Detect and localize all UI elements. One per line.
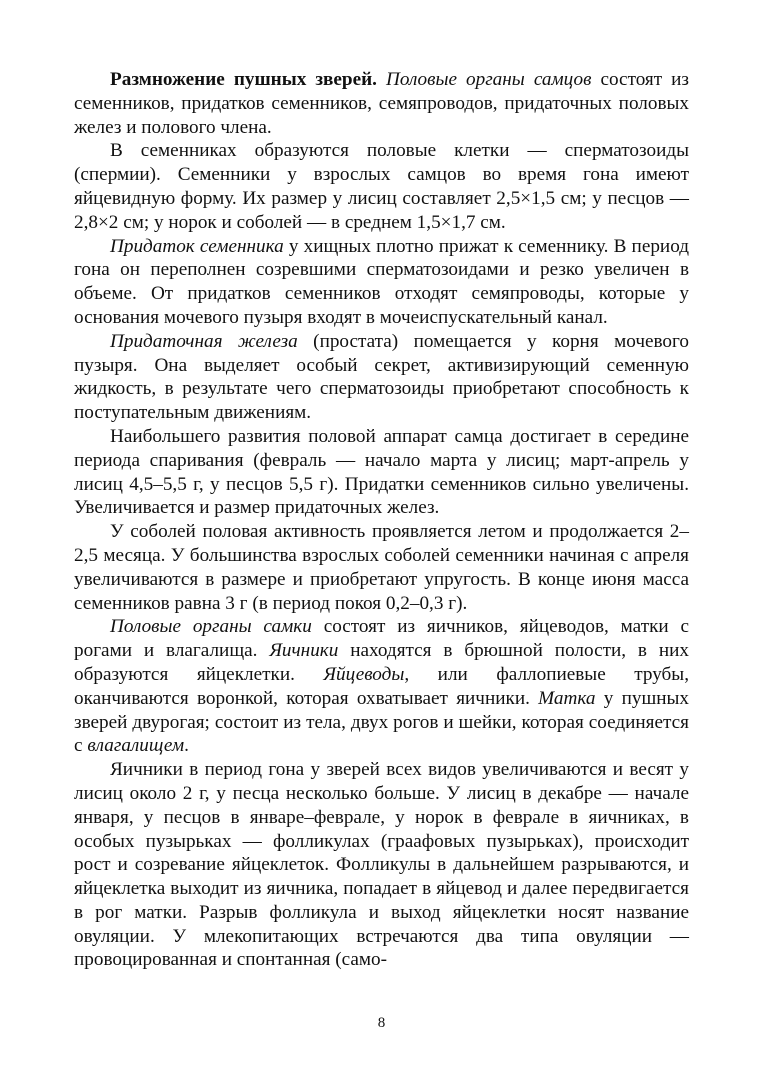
- paragraph: [74, 68, 689, 139]
- paragraph: Яичники в период гона у зверей всех видов увеличиваются и весят у лисиц около 2 г, у песца несколько больше. У лисиц в декабре — начале января, у песцов в январе–феврале, у норок в феврале в яичниках, в особых пузырьках — фолликулах (граафовых пузырьках), происходит рост и созревание яйцеклеток. Фолликулы в дальнейшем разрываются, и яйцеклетка выходит из яичника, попадает в яйцевод и далее передвигается в рог матки. Разрыв фолликула и выход яйцеклетки носят название овуляции. У млекопитающих встречаются два типа овуляции — провоцированная и спонтанная (само-: [74, 759, 689, 971]
- paragraph-text: состоят из яичников, яйцеводов, матки с рогами и влагалища.: [74, 616, 690, 662]
- paragraph: В семенниках образуются половые клетки — сперматозоиды (спермии). Семенники у взрослых самцов во время гона имеют яйцевидную форму. Их размер у лисиц составляет 2,5×1,5 см; у песцов — 2,8×2 см; у норок и соболей — в среднем 1,5×1,7 см.: [74, 140, 689, 233]
- paragraph-text: у пушных зверей двурогая; состоит из тела, двух рогов и шейки, которая соединяется с: [74, 687, 689, 757]
- paragraph-text: .: [184, 735, 189, 757]
- page-number: 8: [377, 1015, 386, 1031]
- paragraph: У соболей половая активность проявляется летом и продолжается 2–2,5 месяца. У большинства взрослых соболей семенники начиная с апреля увеличиваются в размере и приобретают упругость. В конце июня масса семенников равна 3 г (в период покоя 0,2–0,3 г).: [74, 521, 689, 614]
- italic-term: влагалищем: [87, 735, 185, 757]
- italic-term: Яйцеводы: [323, 663, 405, 685]
- italic-term: Половые органы самцов: [385, 69, 592, 90]
- paragraph: [74, 330, 689, 425]
- paragraph-text: у хищных плотно прижат к семеннику. В период гона он переполнен созревшими сперматозоидами и резко увеличен в объеме. От придатков семенников отходят семяпроводы, которые у основания мочевого пузыря входят в мочеиспускательный канал.: [74, 235, 689, 328]
- paragraph-text: , или фаллопиевые трубы, оканчиваются воронкой, которая охватывает яичники.: [74, 663, 689, 709]
- italic-term: Яичники: [269, 640, 339, 662]
- section-heading: Размножение пушных зверей.: [110, 69, 377, 90]
- paragraph-text: находятся в брюшной полости, в них образуются яйцеклетки.: [74, 640, 689, 685]
- italic-term: Матка: [538, 687, 596, 709]
- document-page: [74, 68, 689, 972]
- italic-term: Половые органы самки: [110, 616, 312, 638]
- paragraph-text: (простата) помещается у корня мочевого пузыря. Она выделяет особый секрет, активизирующий семенную жидкость, в результате чего сперматозоиды приобретают способность к поступательным движениям.: [74, 330, 689, 424]
- paragraph: [74, 615, 689, 758]
- paragraph: Наибольшего развития половой аппарат самца достигает в середине периода спаривания (февраль — начало марта у лисиц; март-апрель у лисиц 4,5–5,5 г, у песцов 5,5 г). Придатки семенников сильно увеличены. Увеличивается и размер придаточных желез.: [74, 425, 689, 519]
- italic-term: Придаточная железа: [110, 330, 298, 352]
- paragraph: [74, 235, 689, 330]
- italic-term: Придаток семенника: [110, 235, 284, 257]
- paragraph-text: состоят из семенников, придатков семенников, семяпроводов, придаточных половых желез и полового члена.: [74, 69, 690, 138]
